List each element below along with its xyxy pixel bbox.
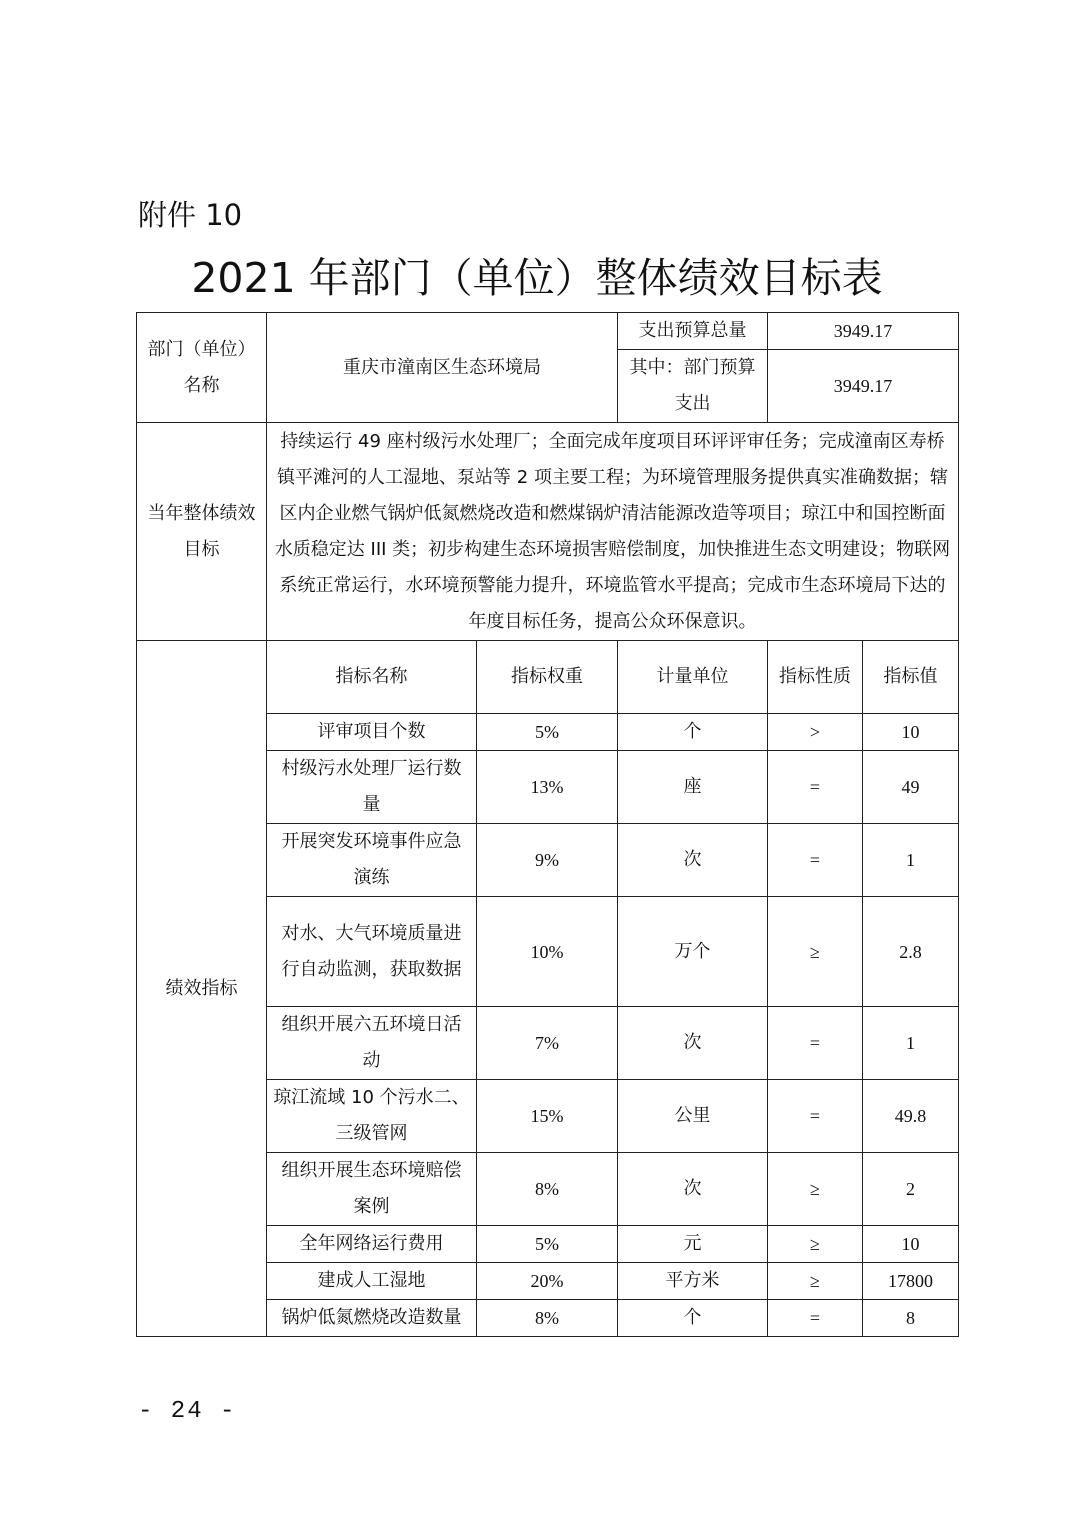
column-header: 指标性质 — [768, 641, 863, 714]
indicator-weight: 9% — [477, 824, 618, 897]
indicator-unit: 公里 — [618, 1080, 768, 1153]
column-header: 指标权重 — [477, 641, 618, 714]
indicator-unit: 次 — [618, 1007, 768, 1080]
indicator-nature: = — [768, 1007, 863, 1080]
indicator-name: 全年网络运行费用 — [267, 1226, 477, 1263]
column-header: 指标名称 — [267, 641, 477, 714]
goal-text: 持续运行 49 座村级污水处理厂；全面完成年度项目环评评审任务；完成潼南区寿桥镇平滩河的人工湿地、泵站等 2 项主要工程；为环境管理服务提供真实准确数据；辖区内企业燃气锅炉低氮燃烧改造和燃煤锅炉清洁能源改造等项目；琼江中和国控断面水质稳定达 III 类；初步构建生态环境损害赔偿制度，加快推进生态文明建设；物联网系统正常运行，水环境预警能力提升，环境监管水平提高；完成市生态环境局下达的年度目标任务，提高公众环保意识。 — [267, 423, 959, 641]
indicator-value: 10 — [863, 714, 959, 751]
indicator-nature: ≥ — [768, 1226, 863, 1263]
indicator-weight: 8% — [477, 1153, 618, 1226]
indicator-name: 评审项目个数 — [267, 714, 477, 751]
indicator-nature: = — [768, 1300, 863, 1337]
indicator-weight: 7% — [477, 1007, 618, 1080]
column-header: 计量单位 — [618, 641, 768, 714]
indicator-weight: 8% — [477, 1300, 618, 1337]
indicator-unit: 个 — [618, 714, 768, 751]
indicator-unit: 次 — [618, 824, 768, 897]
indicator-value: 1 — [863, 1007, 959, 1080]
indicator-nature: = — [768, 751, 863, 824]
indicator-name: 开展突发环境事件应急演练 — [267, 824, 477, 897]
indicator-name: 组织开展生态环境赔偿案例 — [267, 1153, 477, 1226]
indicator-nature: ≥ — [768, 897, 863, 1007]
indicator-name: 村级污水处理厂运行数量 — [267, 751, 477, 824]
indicator-nature: ≥ — [768, 1263, 863, 1300]
indicator-weight: 10% — [477, 897, 618, 1007]
page-title: 2021 年部门（单位）整体绩效目标表 — [191, 254, 883, 302]
indicator-value: 2 — [863, 1153, 959, 1226]
indicator-name: 琼江流域 10 个污水二、三级管网 — [267, 1080, 477, 1153]
indicator-value: 1 — [863, 824, 959, 897]
indicator-unit: 次 — [618, 1153, 768, 1226]
indicator-nature: ≥ — [768, 1153, 863, 1226]
dept-budget-value: 3949.17 — [768, 350, 959, 423]
indicator-nature: = — [768, 1080, 863, 1153]
indicator-name: 对水、大气环境质量进行自动监测，获取数据 — [267, 897, 477, 1007]
indicator-weight: 5% — [477, 714, 618, 751]
indicator-value: 10 — [863, 1226, 959, 1263]
indicator-weight: 5% — [477, 1226, 618, 1263]
budget-total-label: 支出预算总量 — [618, 313, 768, 350]
page-number: - 24 - — [138, 1398, 237, 1425]
dept-name: 重庆市潼南区生态环境局 — [267, 313, 618, 423]
indicator-weight: 15% — [477, 1080, 618, 1153]
indicator-value: 49.8 — [863, 1080, 959, 1153]
indicator-name: 建成人工湿地 — [267, 1263, 477, 1300]
indicator-weight: 13% — [477, 751, 618, 824]
indicator-name: 组织开展六五环境日活动 — [267, 1007, 477, 1080]
column-header: 指标值 — [863, 641, 959, 714]
indicator-value: 17800 — [863, 1263, 959, 1300]
indicator-unit: 个 — [618, 1300, 768, 1337]
performance-table — [136, 312, 959, 1337]
goal-label: 当年整体绩效目标 — [137, 423, 267, 641]
indicator-unit: 万个 — [618, 897, 768, 1007]
indicator-value: 8 — [863, 1300, 959, 1337]
dept-label: 部门（单位）名称 — [137, 313, 267, 423]
indicator-unit: 座 — [618, 751, 768, 824]
indicator-unit: 元 — [618, 1226, 768, 1263]
indicator-unit: 平方米 — [618, 1263, 768, 1300]
budget-total-value: 3949.17 — [768, 313, 959, 350]
indicator-header-row — [137, 641, 959, 714]
attachment-label: 附件 10 — [138, 198, 243, 232]
indicator-value: 2.8 — [863, 897, 959, 1007]
indicator-value: 49 — [863, 751, 959, 824]
indicator-nature: > — [768, 714, 863, 751]
indicators-section-label: 绩效指标 — [137, 641, 267, 1337]
dept-budget-label: 其中：部门预算支出 — [618, 350, 768, 423]
indicator-name: 锅炉低氮燃烧改造数量 — [267, 1300, 477, 1337]
indicator-weight: 20% — [477, 1263, 618, 1300]
indicator-nature: = — [768, 824, 863, 897]
